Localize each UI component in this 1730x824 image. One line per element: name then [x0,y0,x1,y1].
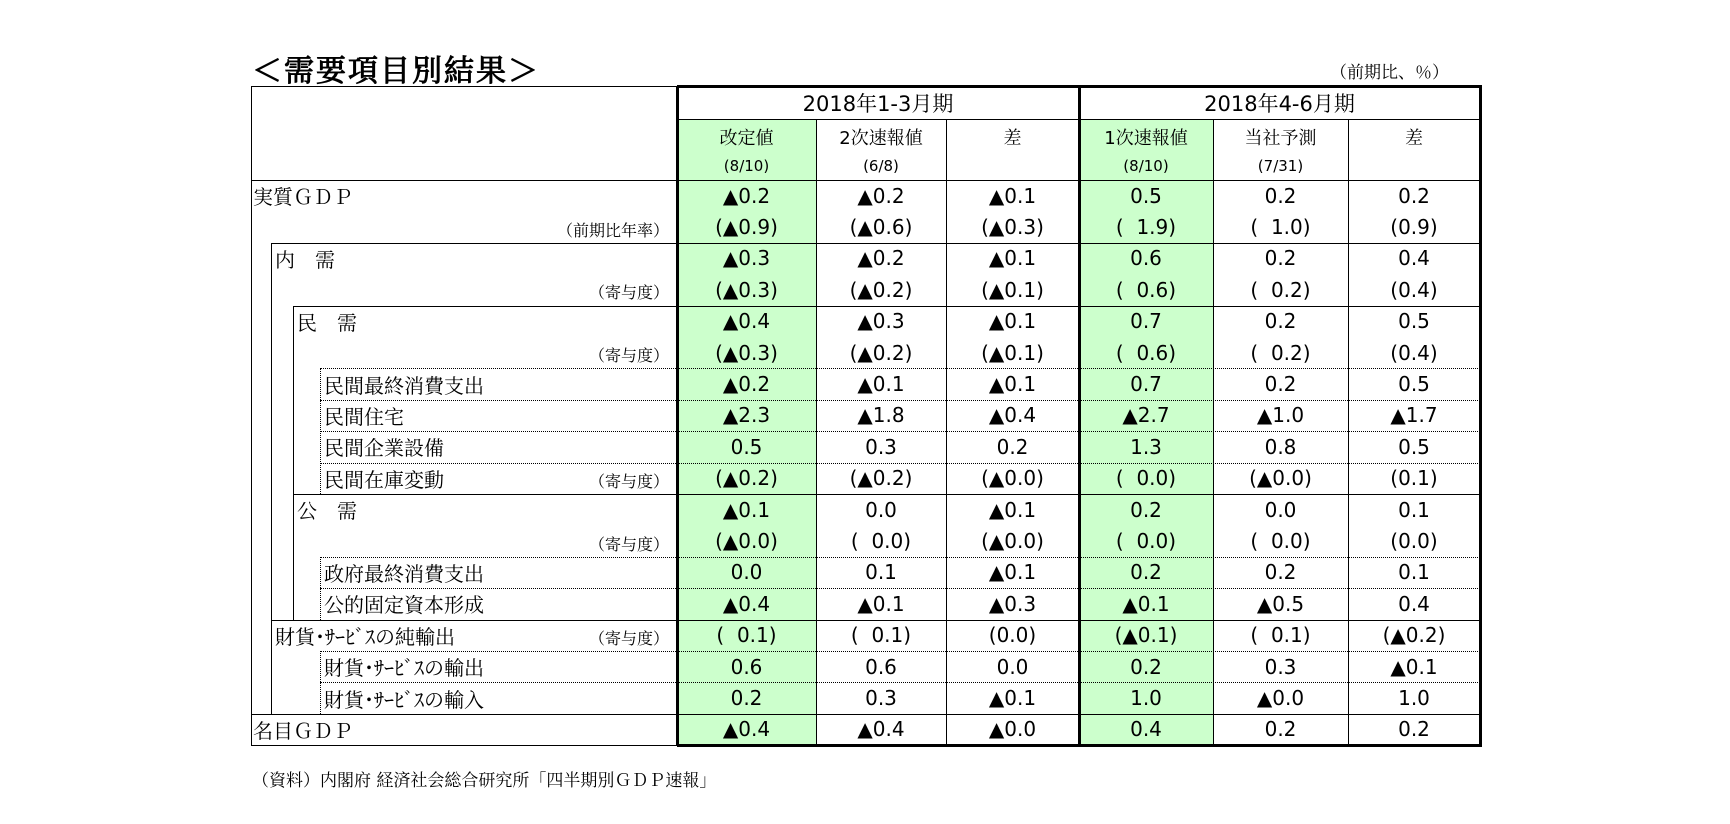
value-cell: 0.1 [865,560,897,585]
value-cell: ▲2.7 [1122,403,1170,428]
row-note [251,308,669,339]
value-cell: (0.0) [1390,529,1438,554]
row-label: 公的固定資本形成 [324,593,484,618]
value-cell: ▲0.3 [857,309,905,334]
value-cell: 0.1 [1398,497,1430,522]
value-cell: ▲0.0 [1256,686,1305,711]
value-cell: ▲0.4 [722,717,771,742]
value-cell: 0.5 [1398,434,1430,459]
row-note: （寄与度） [588,628,669,648]
value-cell: (▲0.2) [849,277,913,302]
period-header: 2018年1-3月期 [802,91,954,116]
row-label: 政府最終消費支出 [324,561,484,586]
value-cell: (▲0.2) [1382,623,1446,648]
row-label: 民 需 [297,310,357,335]
value-cell: 0.5 [1130,183,1162,208]
value-cell: (0.9) [1390,215,1438,240]
value-cell: ▲0.1 [988,372,1037,397]
value-cell: 0.2 [1264,372,1297,397]
column-header-label: 差 [1405,128,1423,149]
value-cell: 0.2 [1264,560,1297,585]
value-cell: ▲0.1 [988,497,1037,522]
value-cell: 1.0 [1398,686,1430,711]
value-cell: 0.0 [730,560,763,585]
column-header-date: (8/10) [1123,157,1169,175]
row-note [251,684,669,715]
value-cell: (▲0.1) [981,277,1044,302]
value-cell: 0.0 [1264,497,1297,522]
value-cell: ▲2.3 [722,403,771,428]
period-header: 2018年4-6月期 [1204,91,1355,116]
column-header-date [946,153,1079,179]
row-label: 実質ＧＤＰ [253,185,353,210]
value-cell: 0.4 [1130,717,1162,742]
value-cell: ▲0.1 [988,183,1037,208]
column-header-label: 2次速報値 [839,128,923,149]
value-cell: ▲0.1 [857,372,905,397]
row-label: 公 需 [297,499,357,524]
value-cell: ▲0.4 [988,403,1037,428]
value-cell: 0.2 [1264,183,1297,208]
column-header-date: (8/10) [723,157,770,175]
value-cell: ▲0.1 [722,497,771,522]
value-cell: 0.3 [1264,654,1297,679]
value-cell: (▲0.2) [715,466,778,491]
row-label: 民間最終消費支出 [324,373,484,398]
value-cell: ▲0.4 [722,591,771,616]
value-cell: (▲0.3) [715,340,778,365]
row-note [251,590,669,621]
value-cell: ▲0.1 [1122,591,1170,616]
column-header-label: 差 [1003,128,1022,149]
value-cell: ( 0.2) [1250,340,1311,365]
value-cell: ▲0.2 [857,183,905,208]
row-label: 名目ＧＤＰ [253,718,353,743]
column-header-label: 1次速報値 [1104,128,1188,149]
table-top-line [251,86,677,87]
value-cell: 0.8 [1264,434,1297,459]
value-cell: (0.0) [988,623,1037,648]
row-note [251,716,669,747]
value-cell: (▲0.9) [715,215,778,240]
value-cell: 0.7 [1130,372,1162,397]
value-cell: 1.0 [1130,686,1162,711]
value-cell: (▲0.0) [981,529,1044,554]
value-cell: (0.1) [1390,466,1438,491]
value-cell: 0.6 [865,654,897,679]
value-cell: 0.2 [1398,183,1430,208]
row-note: （寄与度） [588,346,669,366]
row-label: 財貨･ｻｰﾋﾞｽの輸入 [324,687,484,712]
column-header-label: 改定値 [719,128,774,149]
value-cell: ▲0.1 [988,686,1037,711]
value-cell: ( 0.6) [1115,340,1177,365]
value-cell: 0.3 [865,434,897,459]
value-cell: ▲0.2 [857,246,905,271]
value-cell: 0.6 [730,654,763,679]
value-cell: 0.5 [1398,372,1430,397]
value-cell: ▲0.1 [988,246,1037,271]
value-cell: ▲1.7 [1390,403,1438,428]
row-note [251,182,669,213]
value-cell: ▲0.1 [857,591,905,616]
value-cell: ▲0.1 [988,309,1037,334]
value-cell: 0.2 [730,686,763,711]
value-cell: ▲0.1 [988,560,1037,585]
row-label: 民間住宅 [324,404,404,429]
row-note [251,402,669,433]
value-cell: 0.2 [1130,497,1162,522]
value-cell: 0.4 [1398,591,1430,616]
value-cell: 0.3 [865,686,897,711]
value-cell: 0.0 [865,497,897,522]
column-header-date: (6/8) [863,157,899,175]
value-cell: (▲0.0) [1249,466,1312,491]
value-cell: (▲0.0) [981,466,1044,491]
value-cell: 0.2 [1130,560,1162,585]
value-cell: 0.2 [1264,246,1297,271]
value-cell: 0.5 [730,434,763,459]
row-label: 財貨･ｻｰﾋﾞｽの純輸出 [275,624,455,649]
value-cell: (▲0.6) [849,215,913,240]
column-header-date [1348,153,1480,179]
value-cell: ▲0.3 [988,591,1037,616]
value-cell: 0.2 [996,434,1029,459]
value-cell: 0.2 [1264,717,1297,742]
row-note [251,559,669,590]
value-cell: ( 0.1) [1250,623,1311,648]
row-note: （寄与度） [588,471,669,491]
value-cell: ( 0.0) [850,529,912,554]
value-cell: ▲0.4 [722,309,771,334]
row-label: 民間企業設備 [324,436,444,461]
value-cell: ▲0.2 [722,183,771,208]
value-cell: ▲0.4 [857,717,905,742]
value-cell: (▲0.1) [1114,623,1178,648]
value-cell: ( 0.1) [850,623,912,648]
value-cell: ▲0.0 [988,717,1037,742]
row-note: （前期比年率） [556,220,669,240]
column-header-label: 当社予測 [1244,128,1317,149]
value-cell: ▲1.8 [857,403,905,428]
value-cell: 1.3 [1130,434,1162,459]
value-cell: (▲0.1) [981,340,1044,365]
value-cell: ▲0.1 [1390,654,1438,679]
value-cell: ( 0.0) [1115,466,1177,491]
value-cell: 0.2 [1398,717,1430,742]
value-cell: 0.2 [1264,309,1297,334]
row-note [251,653,669,684]
row-note [251,496,669,527]
value-cell: 0.2 [1130,654,1162,679]
value-cell: 0.1 [1398,560,1430,585]
value-cell: ( 0.6) [1115,277,1177,302]
value-cell: ( 1.9) [1115,215,1177,240]
page-title: ＜需要項目別結果＞ [252,54,540,89]
row-label: 内 需 [275,247,335,272]
value-cell: 0.7 [1130,309,1162,334]
row-note: （寄与度） [588,534,669,554]
row-note: （寄与度） [588,283,669,303]
value-cell: 0.6 [1130,246,1162,271]
value-cell: ( 0.2) [1250,277,1311,302]
value-cell: (▲0.3) [981,215,1044,240]
source-note: （資料）内閣府 経済社会総合研究所「四半期別ＧＤＰ速報」 [252,771,717,791]
value-cell: ▲0.2 [722,372,771,397]
value-cell: (▲0.2) [849,340,913,365]
row-note [251,433,669,464]
value-cell: ( 1.0) [1250,215,1311,240]
value-cell: ▲1.0 [1256,403,1305,428]
value-cell: (▲0.0) [715,529,778,554]
value-cell: ( 0.0) [1250,529,1311,554]
row-note [251,370,669,401]
value-cell: 0.0 [996,654,1029,679]
value-cell: (▲0.3) [715,277,778,302]
unit-note: （前期比、％） [1330,63,1449,83]
value-cell: (0.4) [1390,277,1438,302]
value-cell: 0.5 [1398,309,1430,334]
value-cell: ( 0.0) [1115,529,1177,554]
row-label: 民間在庫変動 [324,467,444,492]
row-label: 財貨･ｻｰﾋﾞｽの輸出 [324,656,484,681]
value-cell: ( 0.1) [716,623,777,648]
row-note [251,245,669,276]
value-cell: (0.4) [1390,340,1438,365]
column-header-date: (7/31) [1257,157,1304,175]
value-cell: (▲0.2) [849,466,913,491]
value-cell: ▲0.5 [1256,591,1305,616]
value-cell: ▲0.3 [722,246,771,271]
value-cell: 0.4 [1398,246,1430,271]
